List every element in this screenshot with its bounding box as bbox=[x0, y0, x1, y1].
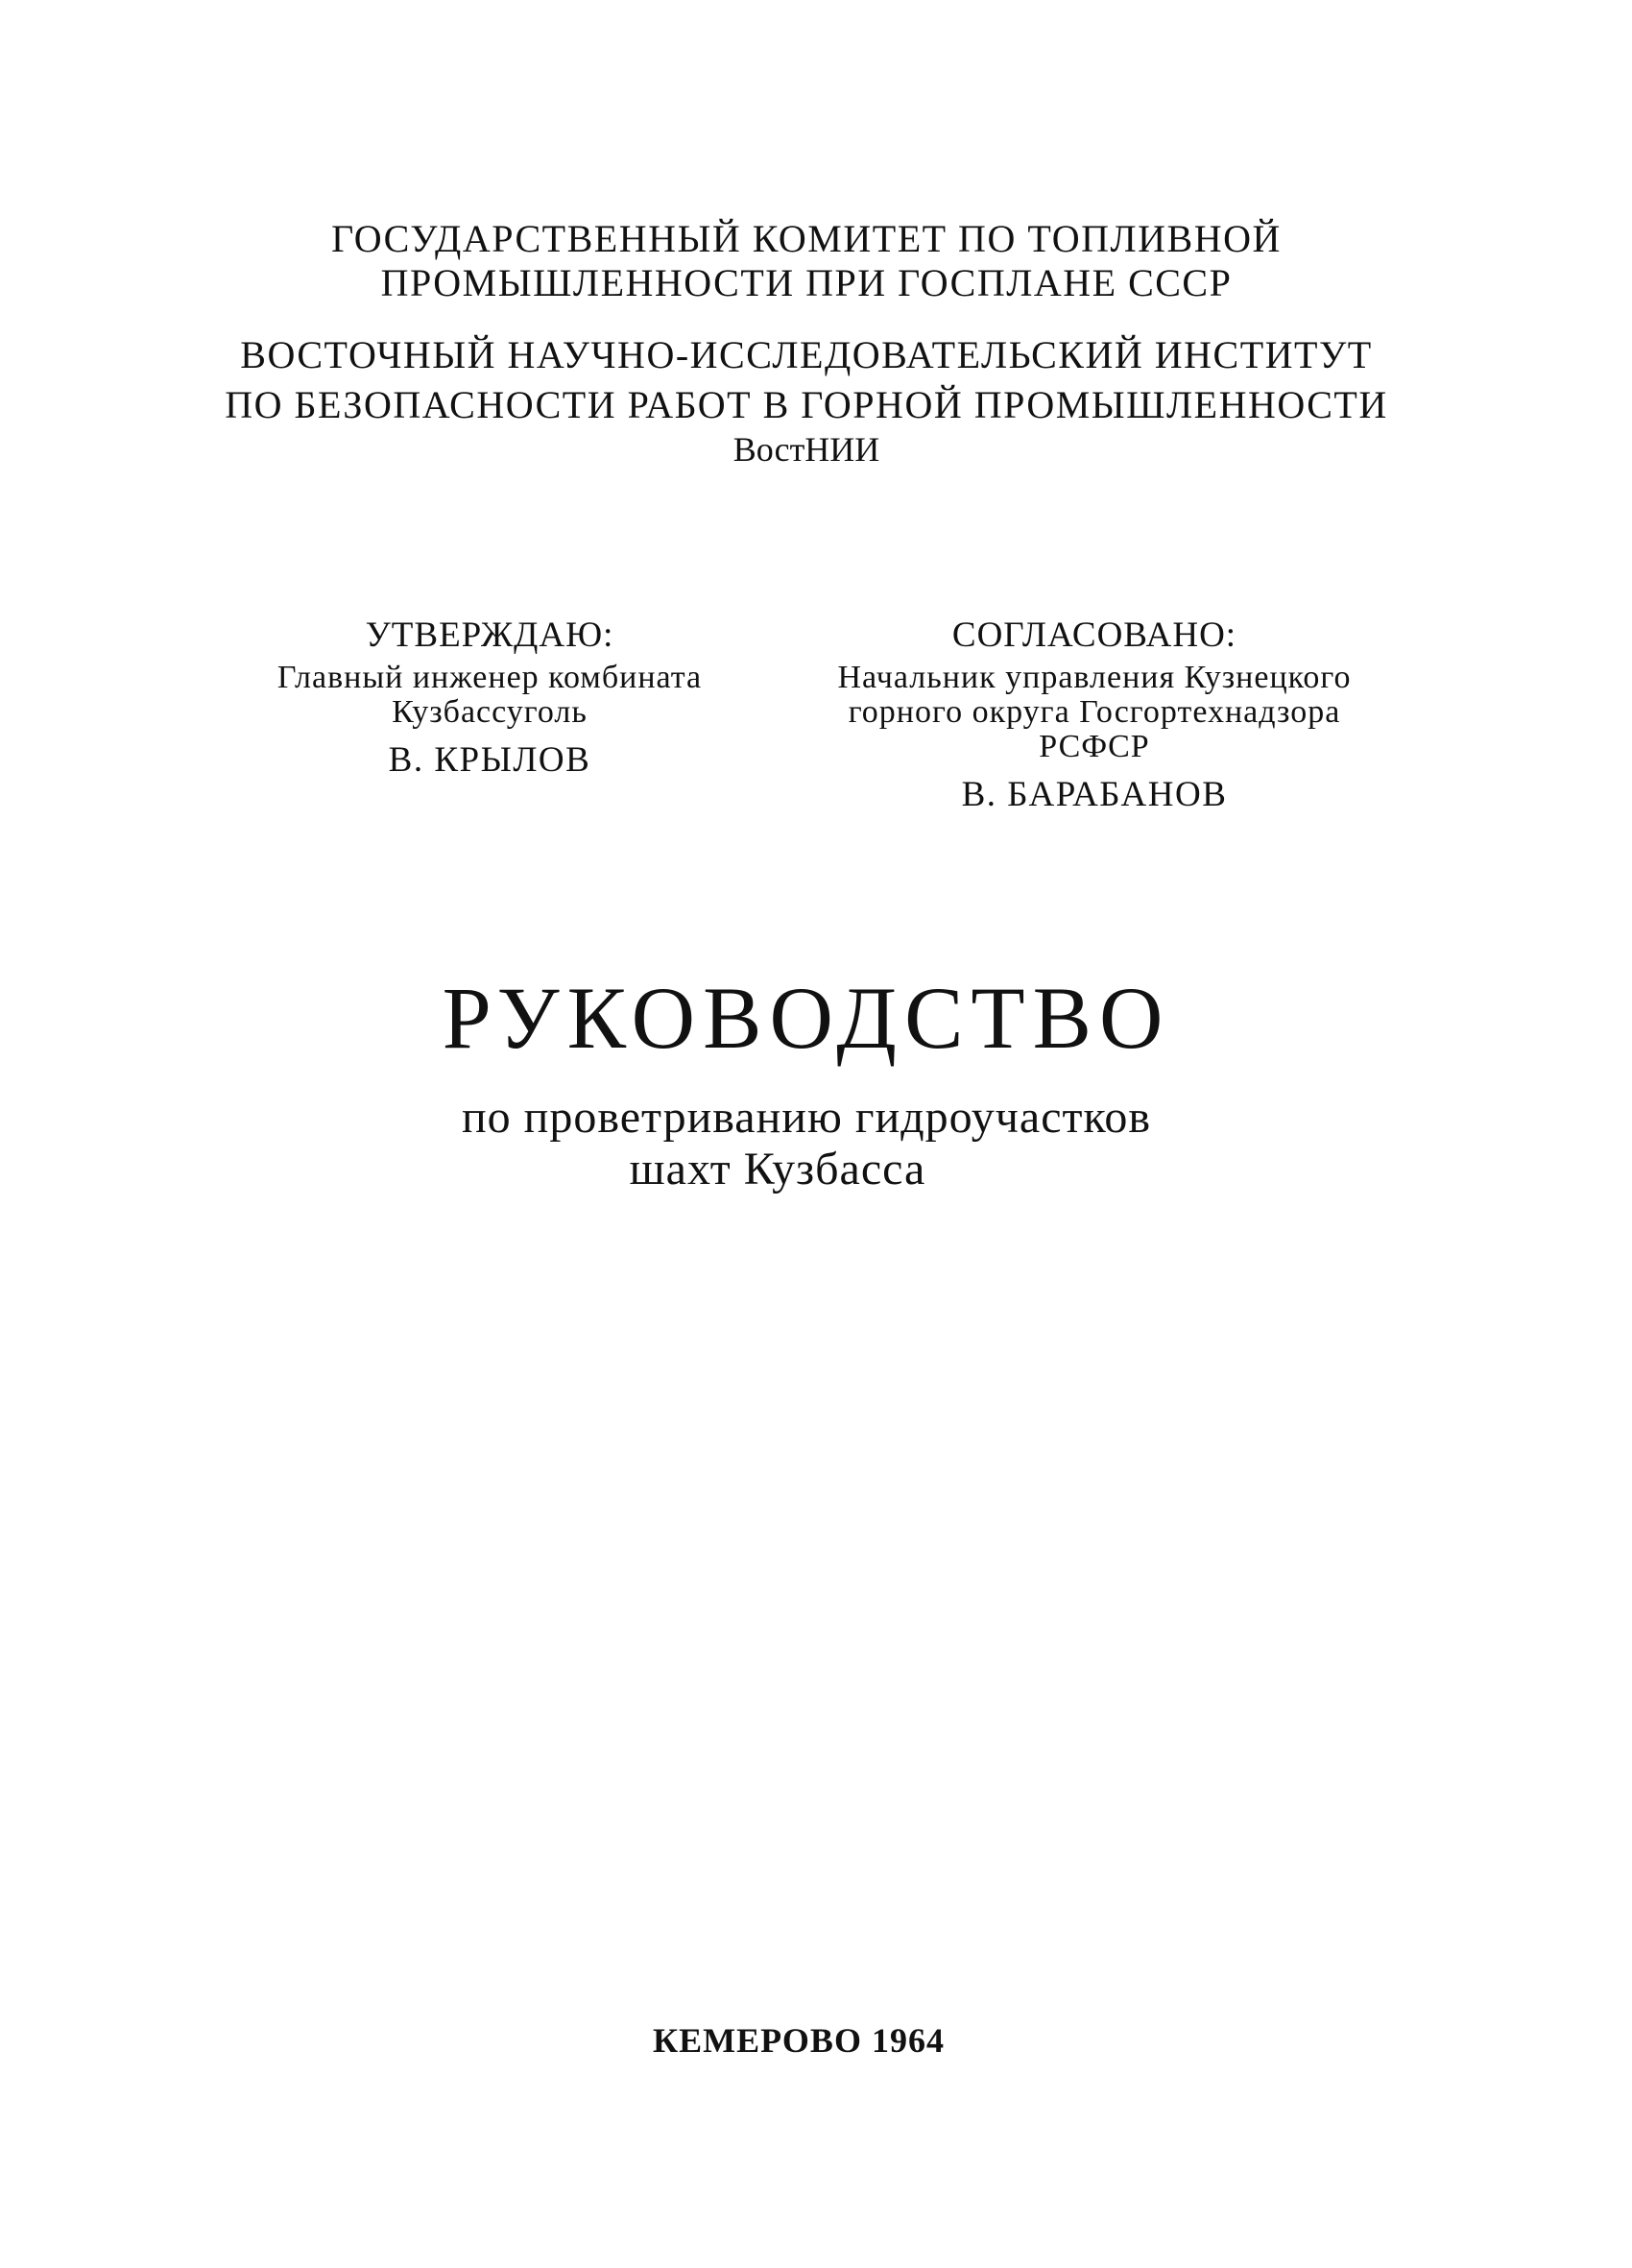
agreement-role-line-1: Начальник управления Кузнецкого bbox=[837, 660, 1352, 695]
agreement-role-line-2: горного округа Госгортехнадзора bbox=[848, 694, 1341, 730]
institute-abbreviation: ВостНИИ bbox=[732, 430, 880, 469]
agreement-block bbox=[787, 615, 1402, 816]
institute-line-1: ВОСТОЧНЫЙ НАУЧНО-ИССЛЕДОВАТЕЛЬСКИЙ ИНСТИТУТ bbox=[240, 333, 1373, 376]
organization-line-2: ПРОМЫШЛЕННОСТИ ПРИ ГОСПЛАНЕ СССР bbox=[380, 261, 1233, 304]
imprint: КЕМЕРОВО 1964 bbox=[653, 2021, 945, 2060]
agreement-person: В. БАРАБАНОВ bbox=[961, 775, 1228, 814]
approval-label: УТВЕРЖДАЮ: bbox=[365, 615, 614, 655]
agreement-role-line-3: РСФСР bbox=[1039, 729, 1150, 764]
approval-role-line-2: Кузбассуголь bbox=[392, 694, 588, 730]
document-subtitle-line-2: шахт Кузбасса bbox=[629, 1144, 926, 1194]
approval-person: В. КРЫЛОВ bbox=[388, 740, 591, 780]
document-title: РУКОВОДСТВО bbox=[442, 969, 1171, 1067]
agreement-label: СОГЛАСОВАНО: bbox=[951, 615, 1237, 655]
organization-line-1: ГОСУДАРСТВЕННЫЙ КОМИТЕТ ПО ТОПЛИВНОЙ bbox=[331, 217, 1282, 260]
document-subtitle-line-1: по проветриванию гидроучастков bbox=[461, 1092, 1152, 1143]
institute-line-2: ПО БЕЗОПАСНОСТИ РАБОТ В ГОРНОЙ ПРОМЫШЛЕННОСТИ bbox=[225, 383, 1388, 426]
approval-role-line-1: Главный инженер комбината bbox=[276, 660, 703, 695]
approval-block bbox=[230, 615, 749, 782]
